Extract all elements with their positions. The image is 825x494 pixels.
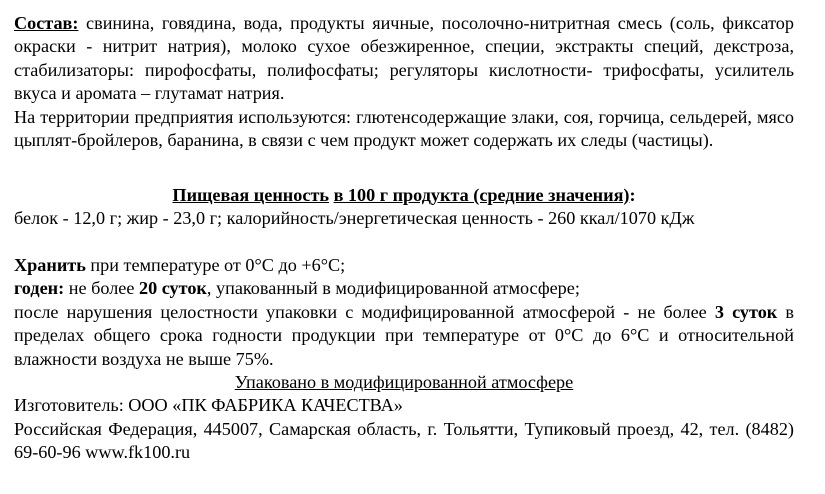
storage-keep-line <box>14 254 794 277</box>
spacer <box>14 152 794 175</box>
storage-after-text1: после нарушения целостности упаковки с модифицированной атмосферой - не более <box>14 301 715 322</box>
spacer <box>14 176 794 184</box>
allergens-paragraph: На территории предприятия используются: глютенсодержащие злаки, соя, горчица, сельдерей, мясо цыплят-бройлеров, баранина, в связи с чем продукт может содержать их следы (частицы). <box>14 106 794 151</box>
storage-valid-line <box>14 277 794 300</box>
nutrition-values: белок - 12,0 г; жир - 23,0 г; калорийность/энергетическая ценность - 260 ккал/1070 кДж <box>14 208 695 229</box>
spacer <box>14 231 794 254</box>
nutrition-heading-part1: Пищевая ценность <box>172 184 330 205</box>
storage-after-opening <box>14 301 794 371</box>
storage-valid-days: 20 суток <box>138 278 207 299</box>
storage-keep-label: Хранить <box>14 255 86 276</box>
packed-line: Упаковано в модифицированной атмосфере <box>234 372 574 393</box>
product-label-document <box>14 12 794 465</box>
nutrition-heading-part2: в 100 г продукта (средние значения) <box>333 184 630 205</box>
storage-valid-label: годен: <box>14 278 65 299</box>
storage-valid-text2: , упакованный в модифицированной атмосфере; <box>206 278 580 299</box>
composition-label: Состав: <box>14 13 79 33</box>
manufacturer-name: Изготовитель: ООО «ПК ФАБРИКА КАЧЕСТВА» <box>14 395 403 416</box>
nutrition-heading-colon: : <box>629 184 636 205</box>
storage-keep-text: при температуре от 0°С до +6°С; <box>85 255 346 276</box>
storage-after-days: 3 суток <box>714 301 778 322</box>
storage-after-text2: в пределах общего срока годности продукции при температуре от 0°С до 6°С и относительной влажности воздуха не выше 75%. <box>14 301 794 369</box>
nutrition-heading <box>14 184 794 207</box>
storage-valid-text1: не более <box>64 278 139 299</box>
manufacturer-address: Российская Федерация, 445007, Самарская область, г. Тольятти, Тупиковый проезд, 42, тел. (8482) 69-60-96 www.fk100.ru <box>14 418 794 463</box>
composition-paragraph <box>14 12 794 106</box>
composition-text: свинина, говядина, вода, продукты яичные, посолочно-нитритная смесь (соль, фиксатор окраски - нитрит натрия), молоко сухое обезжиренное, специи, экстракты специй, декстроза, стабилизаторы: пирофосфаты, полифосфаты; регуляторы кислотности- трифосфаты, усилитель вкуса и аромата – глутамат натрия. <box>14 13 794 104</box>
